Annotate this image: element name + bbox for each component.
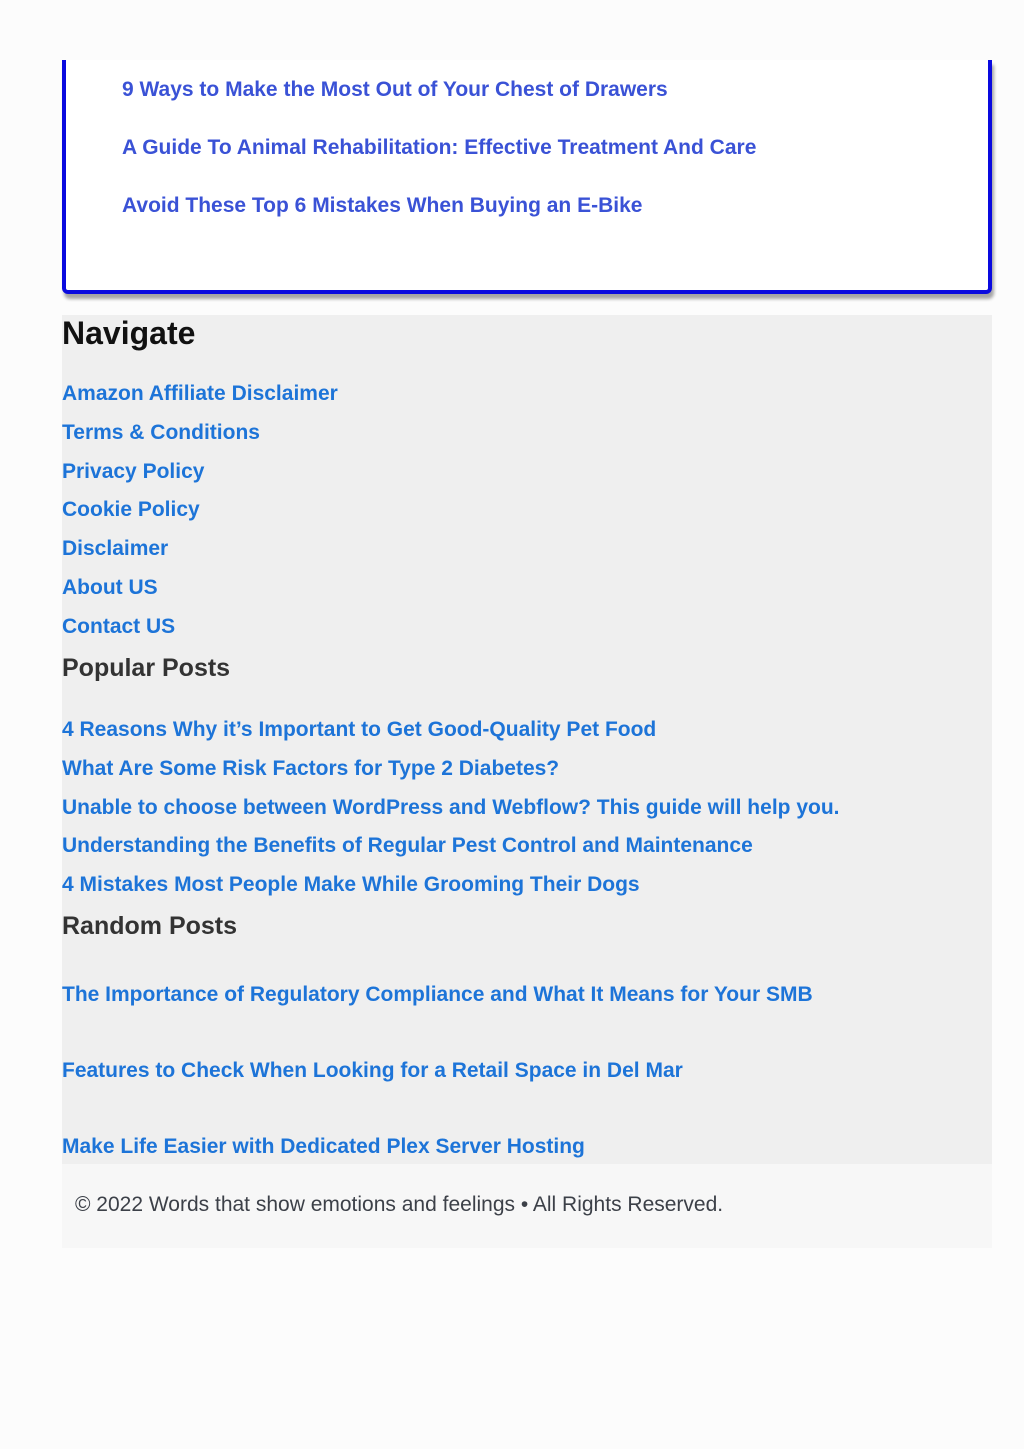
nav-link-privacy-policy[interactable]: Privacy Policy [62,460,205,483]
popular-post-link[interactable]: What Are Some Risk Factors for Type 2 Diabetes? [62,757,560,780]
related-post-link[interactable]: 9 Ways to Make the Most Out of Your Chest of Drawers [122,78,668,101]
site-footer [62,1164,992,1248]
related-posts-box [62,60,992,294]
popular-posts-heading: Popular Posts [62,654,231,682]
nav-link-contact-us[interactable]: Contact US [62,615,176,638]
random-posts-heading: Random Posts [62,912,238,940]
nav-link-about-us[interactable]: About US [62,576,158,599]
random-post-link[interactable]: Features to Check When Looking for a Retail Space in Del Mar [62,1059,683,1082]
random-post-link[interactable]: The Importance of Regulatory Compliance and What It Means for Your SMB [62,983,813,1006]
nav-link-terms-conditions[interactable]: Terms & Conditions [62,421,260,444]
nav-link-disclaimer[interactable]: Disclaimer [62,537,169,560]
nav-link-cookie-policy[interactable]: Cookie Policy [62,498,200,521]
copyright-text: © 2022 Words that show emotions and feelings • All Rights Reserved. [75,1193,724,1216]
navigate-heading: Navigate [62,315,196,351]
related-post-link[interactable]: A Guide To Animal Rehabilitation: Effective Treatment And Care [122,136,757,159]
nav-link-amazon-affiliate-disclaimer[interactable]: Amazon Affiliate Disclaimer [62,382,338,405]
footer-widgets [62,315,992,1164]
related-post-link[interactable]: Avoid These Top 6 Mistakes When Buying an E-Bike [122,194,643,217]
popular-post-link[interactable]: Understanding the Benefits of Regular Pest Control and Maintenance [62,834,753,857]
random-post-link[interactable]: Make Life Easier with Dedicated Plex Server Hosting [62,1135,585,1158]
popular-post-link[interactable]: 4 Reasons Why it’s Important to Get Good-Quality Pet Food [62,718,657,741]
popular-post-link[interactable]: Unable to choose between WordPress and Webflow? This guide will help you. [62,796,840,819]
popular-post-link[interactable]: 4 Mistakes Most People Make While Grooming Their Dogs [62,873,640,896]
